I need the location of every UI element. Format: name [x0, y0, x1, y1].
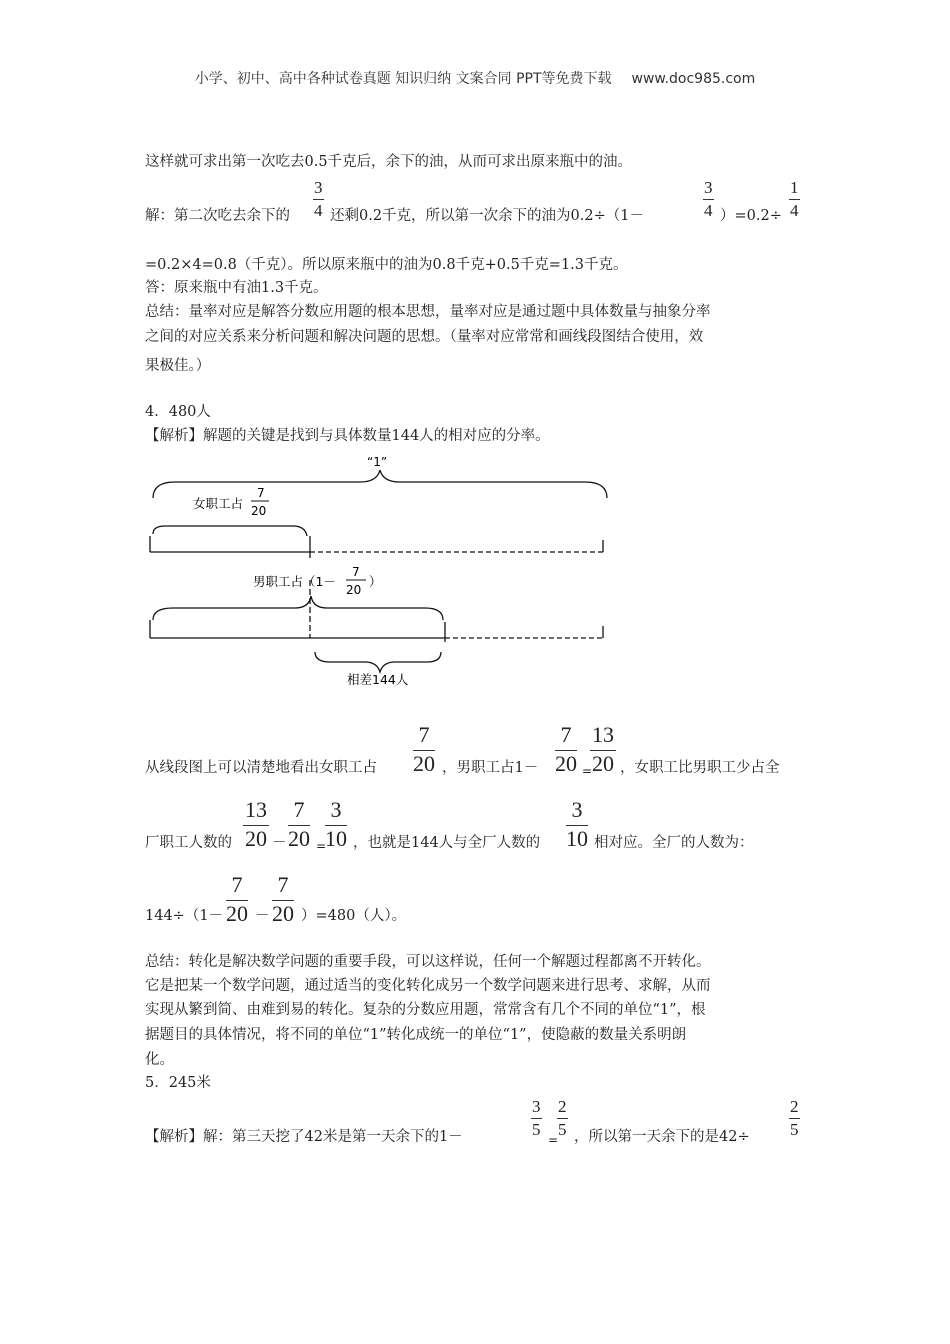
- paragraph-3: =0.2×4=0.8（千克）。所以原来瓶中的油为0.8千克+0.5千克=1.3千克。: [145, 257, 628, 273]
- fraction: 7 20: [272, 872, 294, 926]
- fraction: 3 5: [532, 1097, 541, 1139]
- q5-t2: ，所以第一天余下的是42÷: [574, 1129, 750, 1145]
- p2-text-b: 还剩0.2千克，所以第一次余下的油为0.2÷（1－: [330, 208, 644, 224]
- fraction: 7 20: [226, 872, 248, 926]
- fraction: 7 20: [413, 722, 435, 776]
- female-frac-den: 20: [251, 504, 267, 518]
- fraction: 3 4: [314, 178, 323, 220]
- fraction: 2 5: [790, 1097, 799, 1139]
- female-label: 女职工占: [193, 496, 244, 511]
- q4-title: 4．480人: [145, 404, 211, 420]
- header-url[interactable]: www.doc985.com: [631, 71, 756, 87]
- diff-brace: [315, 652, 441, 672]
- fraction: 3 10: [566, 797, 588, 851]
- summary-2-line: 实现从繁到简、由难到易的转化。复杂的分数应用题，常常含有几个不同的单位“1”，根: [145, 1002, 706, 1018]
- fraction: 2 5: [558, 1097, 567, 1139]
- whole-brace: [153, 470, 607, 498]
- line-b-minus: －: [272, 835, 287, 851]
- summary-2-line: 它是把某一个数学问题，通过适当的变化转化成另一个数学问题来进行思考、求解，从而: [145, 978, 711, 994]
- line-a-t1: 从线段图上可以清楚地看出女职工占: [145, 760, 377, 776]
- line-c-t1: 144÷（1－: [145, 908, 224, 924]
- page-header: [0, 68, 950, 88]
- fraction: 13 20: [245, 797, 267, 851]
- paragraph-1: 这样就可求出第一次吃去0.5千克后，余下的油，从而可求出原来瓶中的油。: [145, 154, 633, 170]
- header-text: 小学、初中、高中各种试卷真题 知识归纳 文案合同 PPT等免费下载: [194, 71, 612, 87]
- summary-2-line: 总结：转化是解决数学问题的重要手段，可以这样说，任何一个解题过程都离不开转化。: [145, 954, 711, 970]
- line-c-minus: －: [255, 908, 270, 924]
- answer-line: 答：原来瓶中有油1.3千克。: [145, 280, 328, 296]
- male-line: [150, 620, 445, 642]
- summary-1-line: 果极佳。）: [145, 358, 211, 374]
- line-c-t2: ）=480（人）。: [301, 908, 407, 924]
- summary-1-line: 之间的对应关系来分析问题和解决问题的思想。（量率对应常常和画线段图结合使用，效: [145, 329, 704, 345]
- line-b-t3: 相对应。全厂的人数为：: [594, 835, 754, 851]
- whole-line-left: [150, 536, 310, 558]
- one-label: “1”: [367, 455, 388, 469]
- fraction: 3 4: [704, 178, 713, 220]
- line-b-t2: ，也就是144人与全厂人数的: [353, 835, 541, 851]
- male-frac-num: 7: [352, 565, 360, 579]
- line-a-eq: =: [582, 764, 593, 778]
- summary-2-line: 据题目的具体情况，将不同的单位“1”转化成统一的单位“1”，使隐蔽的数量关系明朗: [145, 1027, 687, 1043]
- male-frac-den: 20: [346, 583, 362, 597]
- q5-eq: =: [548, 1133, 559, 1147]
- summary-2-line: 化。: [145, 1052, 174, 1068]
- summary-1-line: 总结：量率对应是解答分数应用题的根本思想，量率对应是通过题中具体数量与抽象分率: [145, 304, 711, 320]
- fraction: 3 10: [325, 797, 347, 851]
- segment-diagram: [145, 450, 625, 690]
- line-b-t1: 厂职工人数的: [145, 835, 232, 851]
- line-b-eq: =: [316, 839, 327, 853]
- male-brace: [153, 596, 443, 620]
- fraction: 1 4: [790, 178, 799, 220]
- female-frac-num: 7: [257, 486, 265, 500]
- male-close: ）: [369, 574, 382, 589]
- line-a-t3: ，女职工比男职工少占全: [620, 760, 780, 776]
- female-brace: [153, 526, 307, 536]
- p2-text-c: ）=0.2÷: [720, 208, 782, 224]
- fraction: 13 20: [592, 722, 614, 776]
- q5-t1: 【解析】解：第三天挖了42米是第一天余下的1－: [145, 1129, 463, 1145]
- p2-text-a: 解：第二次吃去余下的: [145, 208, 290, 224]
- diff-label: 相差144人: [347, 672, 409, 687]
- q4-analysis: 【解析】解题的关键是找到与具体数量144人的相对应的分率。: [145, 428, 550, 444]
- fraction: 7 20: [555, 722, 577, 776]
- male-label: 男职工占（1－: [253, 574, 336, 589]
- q5-title: 5．245米: [145, 1075, 211, 1091]
- line-a-t2: ，男职工占1－: [442, 760, 539, 776]
- fraction: 7 20: [288, 797, 310, 851]
